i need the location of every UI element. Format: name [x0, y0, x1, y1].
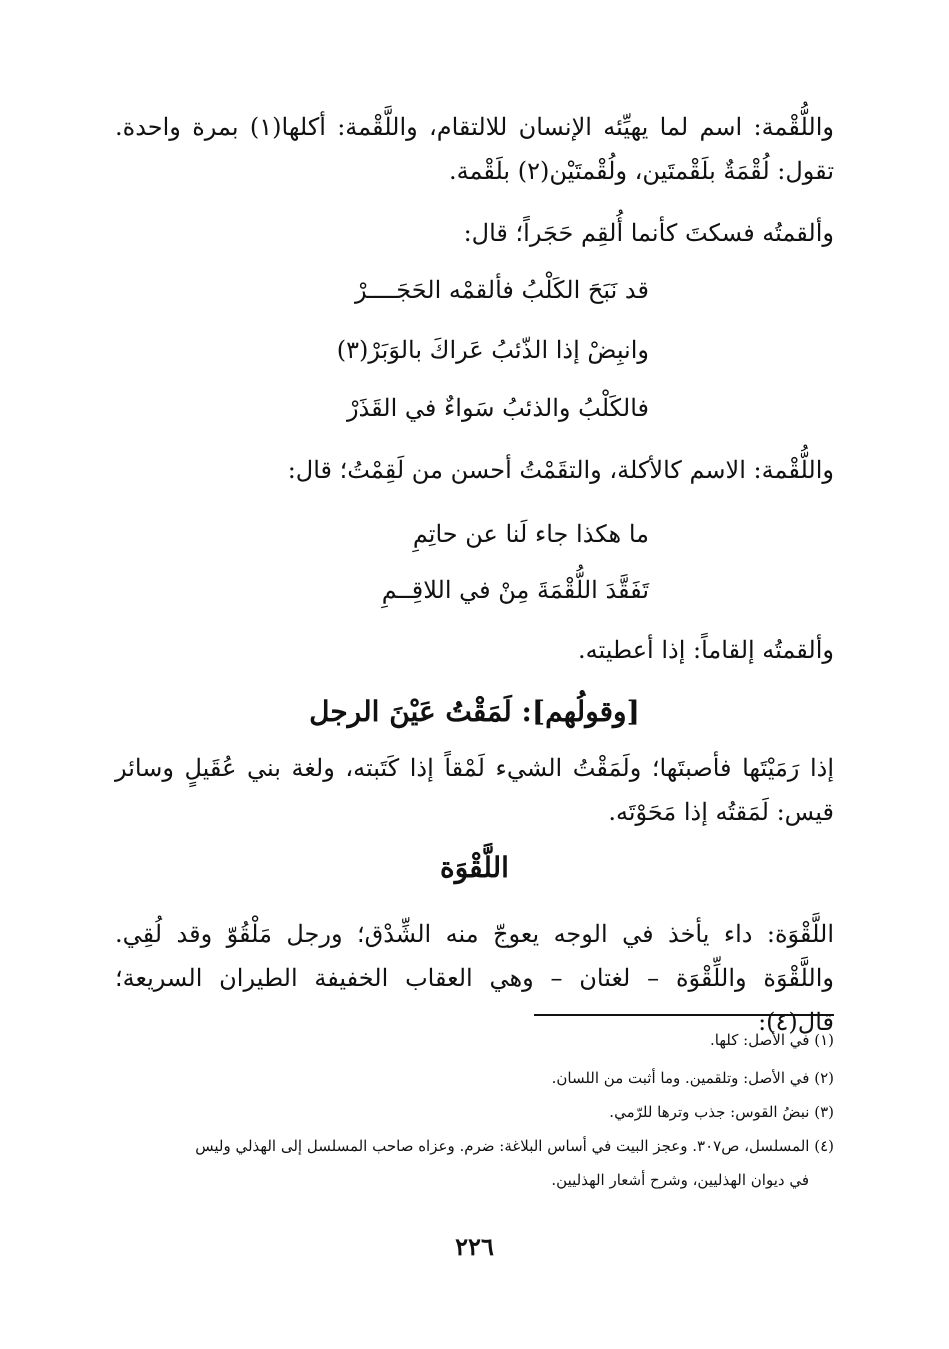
- footnote-4: (٤) المسلسل، ص٣٠٧. وعجز البيت في أساس البلاغة: ضرم. وعزاه صاحب المسلسل إلى الهذلي وليس: [195, 1137, 834, 1155]
- footnote-3: (٣) نبضُ القوس: جذب وترها للرّمي.: [609, 1103, 834, 1121]
- footnote-2: (٢) في الأصل: وتلقمين. وما أثبت من اللسان.: [551, 1069, 834, 1087]
- footnote-1: (١) في الأصل: كلها.: [710, 1031, 834, 1049]
- verse-line-4: ما هكذا جاء لَنا عن حاتِمِ: [412, 520, 649, 548]
- footnote-divider: [534, 1014, 834, 1016]
- paragraph-lamaqtu: إذا رَمَيْتَها فأصبتَها؛ ولَمَقْتُ الشيء لَمْقاً إذا كَتَبته، ولغة بني عُقَيلٍ وسائر قيس: لَمَقتُه إذا مَحَوْتَه.: [115, 754, 835, 826]
- paragraph-luqma-definition: واللُّقْمة: اسم لما يهيِّئه الإنسان للالتقام، واللَّقْمة: أكلها(١) بمرة واحدة. تقول: لُقْمَةٌ بلَقْمتَين، ولُقْمتَيْن(٢) بلَقْمة.: [115, 113, 835, 185]
- paragraph-luqma-ism: واللُّقْمة: الاسم كالأكلة، والتقَمْتُ أحسن من لَقِمْتُ؛ قال:: [287, 456, 834, 484]
- footnote-4-continuation: في ديوان الهذليين، وشرح أشعار الهذليين.: [551, 1171, 809, 1189]
- verse-line-2: وانبِضْ إذا الذّئبُ عَراكَ بالوَبَرْ(٣): [336, 336, 649, 364]
- verse-line-1: قد نَبَحَ الكَلْبُ فألقمْه الحَجَــــرْ: [354, 276, 649, 304]
- paragraph-alqamtuhu: وألقمتُه فسكتَ كأنما أُلقِم حَجَراً؛ قال:: [463, 219, 834, 247]
- paragraph-ilqam: وألقمتُه إلقاماً: إذا أعطيته.: [578, 636, 834, 664]
- section-heading-lamaqtu: [وقولُهم]: لَمَقْتُ عَيْنَ الرجل: [309, 695, 640, 728]
- section-heading-laqwa: اللَّقْوَة: [440, 851, 509, 884]
- paragraph-laqwa: اللَّقْوَة: داء يأخذ في الوجه يعوجّ منه الشِّدْق؛ ورجل مَلْقُوّ وقد لُقِي. واللَّقْوَة واللِّقْوَة – لغتان – وهي العقاب الخفيفة الطيران السريعة؛ قال(٤):: [115, 920, 835, 1036]
- verse-line-5: تَفَقَّدَ اللُّقْمَةَ مِنْ في اللاقِــمِ: [381, 576, 649, 604]
- verse-line-3: فالكَلْبُ والذئبُ سَواءٌ في القَذَرْ: [346, 394, 649, 422]
- page-number: ٢٢٦: [455, 1232, 494, 1261]
